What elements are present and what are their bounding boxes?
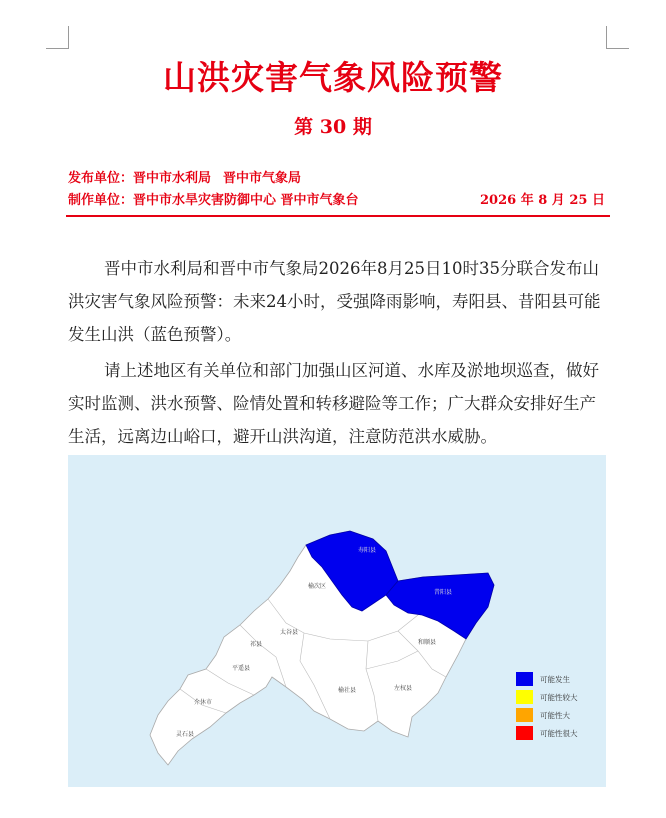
producer-label: 制作单位： [68, 193, 134, 208]
label-shouyang: 寿阳县 [358, 547, 377, 554]
legend-swatch-blue [516, 672, 533, 686]
legend-label: 可能性大 [540, 711, 570, 720]
legend-label: 可能发生 [540, 675, 570, 684]
publisher-label: 发布单位： [68, 171, 134, 186]
label-lingshi: 灵石县 [176, 731, 195, 738]
paragraph-warning: 晋中市水利局和晋中市气象局2026年8月25日10时35分联合发布山洪灾害气象风险预警：未来24小时，受强降雨影响，寿阳县、昔阳县可能发生山洪（蓝色预警）。 [68, 259, 601, 344]
label-jiexiu: 介休市 [194, 699, 213, 706]
label-taigu: 太谷县 [280, 629, 299, 636]
legend-label: 可能性较大 [540, 693, 578, 702]
publisher-line [68, 167, 301, 186]
warning-map [68, 455, 606, 787]
legend-swatch-yellow [516, 690, 533, 704]
crop-mark-top-right [606, 26, 629, 49]
document-title: 山洪灾害气象风险预警 [163, 58, 503, 97]
header-divider [66, 215, 610, 217]
legend-swatch-red [516, 726, 533, 740]
label-heshun: 和顺县 [418, 639, 437, 646]
label-yuci: 榆次区 [308, 583, 327, 590]
producer-units: 晋中市水旱灾害防御中心 晋中市气象台 [133, 193, 359, 208]
issue-date: 2026 年 8 月 25 日 [480, 193, 605, 208]
producer-line [68, 189, 359, 208]
publisher-water-bureau: 晋中市水利局 [133, 171, 212, 186]
publisher-meteorological-bureau: 晋中市气象局 [223, 171, 302, 186]
legend-swatch-orange [516, 708, 533, 722]
label-xiyang: 昔阳县 [434, 589, 453, 596]
label-qixian: 祁县 [250, 641, 263, 648]
legend-label: 可能性很大 [540, 729, 578, 738]
issue-number: 第 30 期 [294, 116, 372, 138]
paragraph-instructions: 请上述地区有关单位和部门加强山区河道、水库及淤地坝巡查，做好实时监测、洪水预警、险情处置和转移避险等工作；广大群众安排好生产生活，远离边山峪口，避开山洪沟道，注意防范洪水威胁。 [68, 361, 599, 446]
label-zuoquan: 左权县 [394, 685, 413, 692]
label-yushe: 榆社县 [338, 687, 357, 694]
crop-mark-top-left [46, 26, 69, 49]
label-pingyao: 平遥县 [232, 665, 251, 672]
